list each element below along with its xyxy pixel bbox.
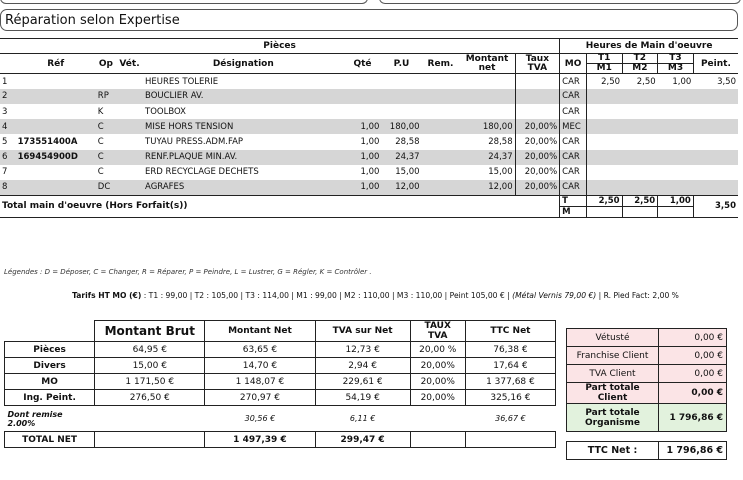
cell-peint: 3,50: [717, 76, 736, 87]
client-row-vetuste: Vétusté 0,00 €: [567, 329, 727, 347]
summary-row-ing-peint: Ing. Peint. 276,50 € 270,97 € 54,19 € 20,00% 325,16 €: [5, 390, 556, 406]
client-row-total: Part totale Client 0,00 €: [567, 383, 727, 404]
cell-pu: [381, 89, 421, 104]
cell-designation: TUYAU PRESS.ADM.FAP: [145, 137, 244, 148]
cell-op: C: [97, 121, 104, 132]
cell-vet: [116, 89, 143, 104]
cell-t3: [658, 134, 694, 149]
cell-t2: [622, 165, 658, 180]
cell-pu: 15,00: [395, 167, 420, 178]
summary-header-brut: Montant Brut: [95, 321, 205, 342]
col-t2-m2: T2 M2: [622, 54, 658, 74]
cell-ref: [16, 104, 96, 119]
cell-peint: [693, 180, 738, 195]
cell-rem: [422, 104, 460, 119]
cell-n: 1: [2, 76, 8, 87]
col-pu: P.U: [393, 58, 410, 69]
top-panel-left-edge: [0, 0, 368, 4]
cell-t3: [658, 150, 694, 165]
legend-text: Légendes : D = Déposer, C = Changer, R = Réparer, P = Peindre, L = Lustrer, G = Régler, K = Contrôler .: [4, 268, 372, 276]
organisme-row: Part totale Organisme 1 796,86 €: [567, 404, 727, 432]
total-mo-label: Total main d'oeuvre (Hors Forfait(s)): [0, 195, 560, 217]
cell-taux: 20,00%: [515, 119, 560, 134]
table-row: [0, 104, 738, 119]
cell-n: 3: [2, 106, 8, 117]
cell-mo: CAR: [560, 134, 587, 149]
cell-t3: [658, 180, 694, 195]
cell-montant: 24,37: [488, 152, 513, 163]
cell-vet: [116, 165, 143, 180]
cell-t1: [586, 119, 622, 134]
section-title: Réparation selon Expertise: [0, 9, 738, 31]
cell-op: RP: [97, 91, 109, 102]
cell-designation: HEURES TOLERIE: [145, 76, 219, 87]
cell-qte: 1,00: [360, 167, 380, 178]
total-mo-t: T: [560, 195, 587, 206]
ttc-net-row: [567, 442, 727, 460]
cell-rem: [422, 74, 460, 89]
cell-qte: 1,00: [360, 137, 380, 148]
cell-vet: [116, 74, 143, 89]
ttc-net-label: TTC Net :: [567, 442, 659, 460]
cell-taux: 20,00%: [515, 134, 560, 149]
cell-vet: [116, 180, 143, 195]
repair-table: [0, 38, 738, 218]
cell-t2: [622, 89, 658, 104]
table-row: [0, 89, 738, 104]
cell-t1: [586, 180, 622, 195]
cell-ref: [16, 119, 96, 134]
summary-row-divers: Divers 15,00 € 14,70 € 2,94 € 20,00% 17,64 €: [5, 358, 556, 374]
cell-t2: 2,50: [636, 76, 656, 87]
cell-mo: CAR: [560, 150, 587, 165]
summary-table: [4, 320, 556, 448]
cell-taux: 20,00%: [515, 165, 560, 180]
cell-ref: 169454900D: [17, 152, 78, 163]
cell-ref: [16, 89, 96, 104]
cell-mo: CAR: [560, 104, 587, 119]
cell-pu: 12,00: [395, 182, 420, 193]
client-share-table: [566, 328, 727, 432]
cell-n: 2: [2, 91, 8, 102]
col-qte: Qté: [353, 58, 372, 69]
cell-rem: [422, 134, 460, 149]
cell-qte: [344, 74, 382, 89]
cell-pu: 180,00: [389, 121, 420, 132]
cell-n: 6: [2, 152, 8, 163]
table-row: [0, 165, 738, 180]
cell-taux: [515, 74, 560, 89]
table-row: [0, 150, 738, 165]
cell-designation: AGRAFES: [145, 182, 185, 193]
cell-peint: [693, 134, 738, 149]
total-mo-t2: 2,50: [622, 195, 658, 206]
cell-vet: [116, 150, 143, 165]
cell-taux: [515, 104, 560, 119]
cell-t3: [658, 119, 694, 134]
cell-mo: CAR: [560, 180, 587, 195]
cell-taux: 20,00%: [515, 180, 560, 195]
cell-t1: [586, 134, 622, 149]
cell-peint: [693, 119, 738, 134]
client-row-franchise: Franchise Client 0,00 €: [567, 347, 727, 365]
cell-mo: CAR: [560, 89, 587, 104]
table-row: [0, 180, 738, 195]
cell-t2: [622, 180, 658, 195]
cell-designation: RENF.PLAQUE MIN.AV.: [145, 152, 238, 163]
summary-header-tva: TVA sur Net: [315, 321, 410, 342]
total-mo-m2: [622, 206, 658, 217]
cell-t2: [622, 150, 658, 165]
col-op: Op: [98, 58, 113, 69]
total-mo-t3: 1,00: [658, 195, 694, 206]
cell-t2: [622, 104, 658, 119]
cell-ref: 173551400A: [17, 137, 78, 148]
cell-pu: 28,58: [395, 137, 420, 148]
summary-row-remise: Dont remise 2.00% 30,56 € 6,11 € 36,67 €: [7, 409, 526, 428]
cell-pu: [381, 74, 421, 89]
cell-t1: [586, 89, 622, 104]
cell-pu: [381, 104, 421, 119]
cell-designation: ERD RECYCLAGE DECHETS: [145, 167, 259, 178]
summary-header-taux: TAUX TVA: [410, 321, 465, 342]
cell-peint: [693, 150, 738, 165]
cell-designation: BOUCLIER AV.: [145, 91, 204, 102]
col-t1-m1: T1 M1: [586, 54, 622, 74]
cell-montant: 180,00: [482, 121, 513, 132]
col-mo: MO: [560, 54, 587, 74]
cell-taux: [515, 89, 560, 104]
summary-header-net: Montant Net: [205, 321, 315, 342]
cell-n: 5: [2, 137, 8, 148]
cell-t1: 2,50: [601, 76, 621, 87]
cell-rem: [422, 119, 460, 134]
cell-op: C: [97, 167, 104, 178]
cell-montant: [459, 74, 515, 89]
total-mo-t1: 2,50: [586, 195, 622, 206]
cell-n: 8: [2, 182, 8, 193]
cell-t1: [586, 150, 622, 165]
top-panel-right-edge: [379, 0, 741, 4]
tarifs-text: : T1 : 99,00 | T2 : 105,00 | T3 : 114,00 | M1 : 99,00 | M2 : 110,00 | M3 : 110,00 | Peint 105,00 € |: [141, 291, 513, 300]
cell-ref: [16, 165, 96, 180]
cell-vet: [116, 119, 143, 134]
cell-qte: 1,00: [360, 121, 380, 132]
cell-op: C: [97, 137, 104, 148]
table-row: [0, 119, 738, 134]
total-mo-m1: [586, 206, 622, 217]
summary-header-ttc: TTC Net: [465, 321, 555, 342]
cell-op: C: [97, 152, 104, 163]
cell-vet: [116, 104, 143, 119]
cell-qte: 1,00: [360, 152, 380, 163]
ttc-net-value: 1 796,86 €: [659, 442, 727, 460]
cell-montant: [459, 89, 515, 104]
cell-rem: [422, 89, 460, 104]
cell-n: 4: [2, 121, 8, 132]
cell-rem: [422, 180, 460, 195]
pieces-header: Pièces: [0, 39, 560, 54]
cell-t2: [622, 134, 658, 149]
cell-peint: [693, 104, 738, 119]
cell-rem: [422, 165, 460, 180]
tarifs-tail: | R. Pied Fact: 2,00 %: [596, 291, 679, 300]
cell-montant: 28,58: [488, 137, 513, 148]
cell-t1: [586, 104, 622, 119]
table-row: [0, 134, 738, 149]
col-t3-m3: T3 M3: [658, 54, 694, 74]
summary-row-total-net: TOTAL NET 1 497,39 € 299,47 €: [5, 432, 556, 448]
cell-montant: 12,00: [488, 182, 513, 193]
cell-qte: [344, 104, 382, 119]
cell-qte: 1,00: [360, 182, 380, 193]
cell-designation: TOOLBOX: [145, 106, 186, 117]
col-ref: Réf: [47, 58, 65, 69]
cell-mo: MEC: [560, 119, 587, 134]
repair-rows: [0, 74, 738, 196]
cell-ref: [16, 180, 96, 195]
cell-t3: [658, 89, 694, 104]
total-mo-m3: [658, 206, 694, 217]
tarifs-label: Tarifs HT MO (€): [72, 291, 142, 300]
col-taux-tva: Taux TVA: [515, 54, 560, 74]
cell-op: K: [97, 106, 104, 117]
cell-mo: CAR: [560, 74, 587, 89]
cell-qte: [344, 89, 382, 104]
cell-t3: [658, 165, 694, 180]
summary-header-blank: [5, 321, 95, 342]
cell-ref: [16, 74, 96, 89]
cell-mo: CAR: [560, 165, 587, 180]
ttc-net-table: [566, 441, 727, 460]
cell-designation: MISE HORS TENSION: [145, 121, 234, 132]
col-designation: Désignation: [212, 58, 274, 69]
cell-peint: [693, 89, 738, 104]
col-peint: Peint.: [700, 58, 731, 69]
col-index: [0, 54, 16, 74]
total-mo-peint: 3,50: [715, 201, 736, 212]
cell-t1: [586, 165, 622, 180]
cell-montant: 15,00: [488, 167, 513, 178]
summary-row-mo: MO 1 171,50 € 1 148,07 € 229,61 € 20,00% 1 377,68 €: [5, 374, 556, 390]
col-rem: Rem.: [427, 58, 454, 69]
cell-taux: 20,00%: [515, 150, 560, 165]
summary-row-pieces: Pièces 64,95 € 63,65 € 12,73 € 20,00 % 76,38 €: [5, 342, 556, 358]
cell-n: 7: [2, 167, 8, 178]
client-row-tva: TVA Client 0,00 €: [567, 365, 727, 383]
total-mo-m: M: [560, 206, 587, 217]
col-vet: Vét.: [119, 58, 140, 69]
cell-rem: [422, 150, 460, 165]
cell-vet: [116, 134, 143, 149]
cell-t2: [622, 119, 658, 134]
col-montant-net: Montant net: [465, 53, 509, 73]
cell-op: [96, 74, 116, 89]
cell-t3: 1,00: [672, 76, 692, 87]
tarifs-line: [18, 290, 733, 301]
table-row: [0, 74, 738, 89]
cell-pu: 24,37: [395, 152, 420, 163]
mo-header: Heures de Main d'oeuvre: [560, 39, 738, 54]
cell-t3: [658, 104, 694, 119]
cell-op: DC: [97, 182, 111, 193]
cell-peint: [693, 165, 738, 180]
tarifs-italic: (Métal Vernis 79,00 €): [512, 291, 597, 300]
cell-montant: [459, 104, 515, 119]
